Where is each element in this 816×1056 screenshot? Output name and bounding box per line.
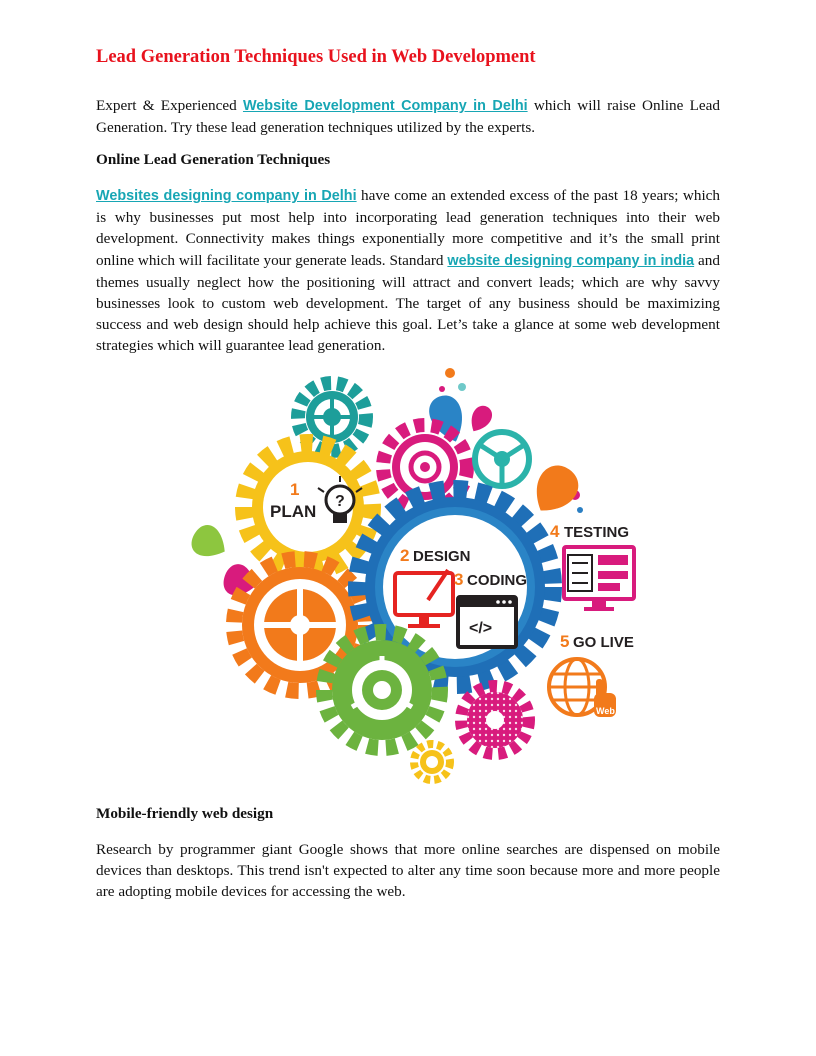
- section-heading-online-lead: Online Lead Generation Techniques: [96, 151, 331, 168]
- website-development-company-link[interactable]: Website Development Company in Delhi: [242, 98, 528, 114]
- section-heading-mobile-friendly: Mobile-friendly web design: [96, 805, 274, 822]
- step-1-number: 1: [290, 480, 300, 499]
- code-glyph: </>: [469, 620, 493, 637]
- web-development-process-illustration: [180, 365, 640, 785]
- mobile-friendly-paragraph: Research by programmer giant Google shows that more online searches are dispensed on mobile devices than desktops. This trend isn't expected to alter any time soon because more and more people are adopting mobile devices for accessing the web.: [96, 841, 720, 901]
- step-2-number: 2: [400, 546, 410, 565]
- teal-wheel: [475, 432, 529, 486]
- step-2-label: DESIGN: [413, 548, 471, 565]
- step-3-label: CODING: [467, 572, 527, 589]
- intro-text-before: Expert & Experienced: [96, 97, 243, 114]
- online-lead-paragraph: [96, 185, 720, 357]
- online-lead-text-2: and themes usually neglect how the positioning will attract and convert leads; which are why savvy businesses look to custom web development. The target of any business should be maximizing success and web design should help achieve this goal. Let’s take a glance at some web development strategies which will guarantee lead generation.: [96, 251, 720, 355]
- pink-gear: [461, 686, 529, 754]
- yellow-small-gear: [414, 744, 450, 780]
- step-3-number: 3: [454, 570, 464, 589]
- step-5-number: 5: [560, 632, 570, 651]
- intro-text-after: which will raise Online Lead Generation. Try these lead generation techniques utilized by the experts.: [96, 97, 720, 137]
- svg-text:?: ?: [335, 493, 345, 510]
- intro-paragraph: [96, 95, 720, 138]
- website-designing-company-india-link[interactable]: website designing company in india: [447, 252, 695, 269]
- online-lead-text-1: have come an extended excess of the past 18 years; which is why businesses put most help into incorporating lead generation techniques into their web development. Connectivity makes things exponentially more competitive and it’s the small print online which will facilitate your generate leads. Standard: [96, 187, 721, 269]
- step-4-label: TESTING: [564, 524, 630, 541]
- step-1-label: PLAN: [270, 502, 317, 521]
- web-badge: Web: [596, 706, 615, 716]
- step-4-number: 4: [550, 522, 560, 541]
- step-5-label: GO LIVE: [573, 634, 634, 651]
- page-title: Lead Generation Techniques Used in Web Development: [96, 47, 536, 67]
- testing-monitor-icon: [564, 547, 634, 611]
- websites-designing-company-link[interactable]: Websites designing company in Delhi: [96, 188, 357, 204]
